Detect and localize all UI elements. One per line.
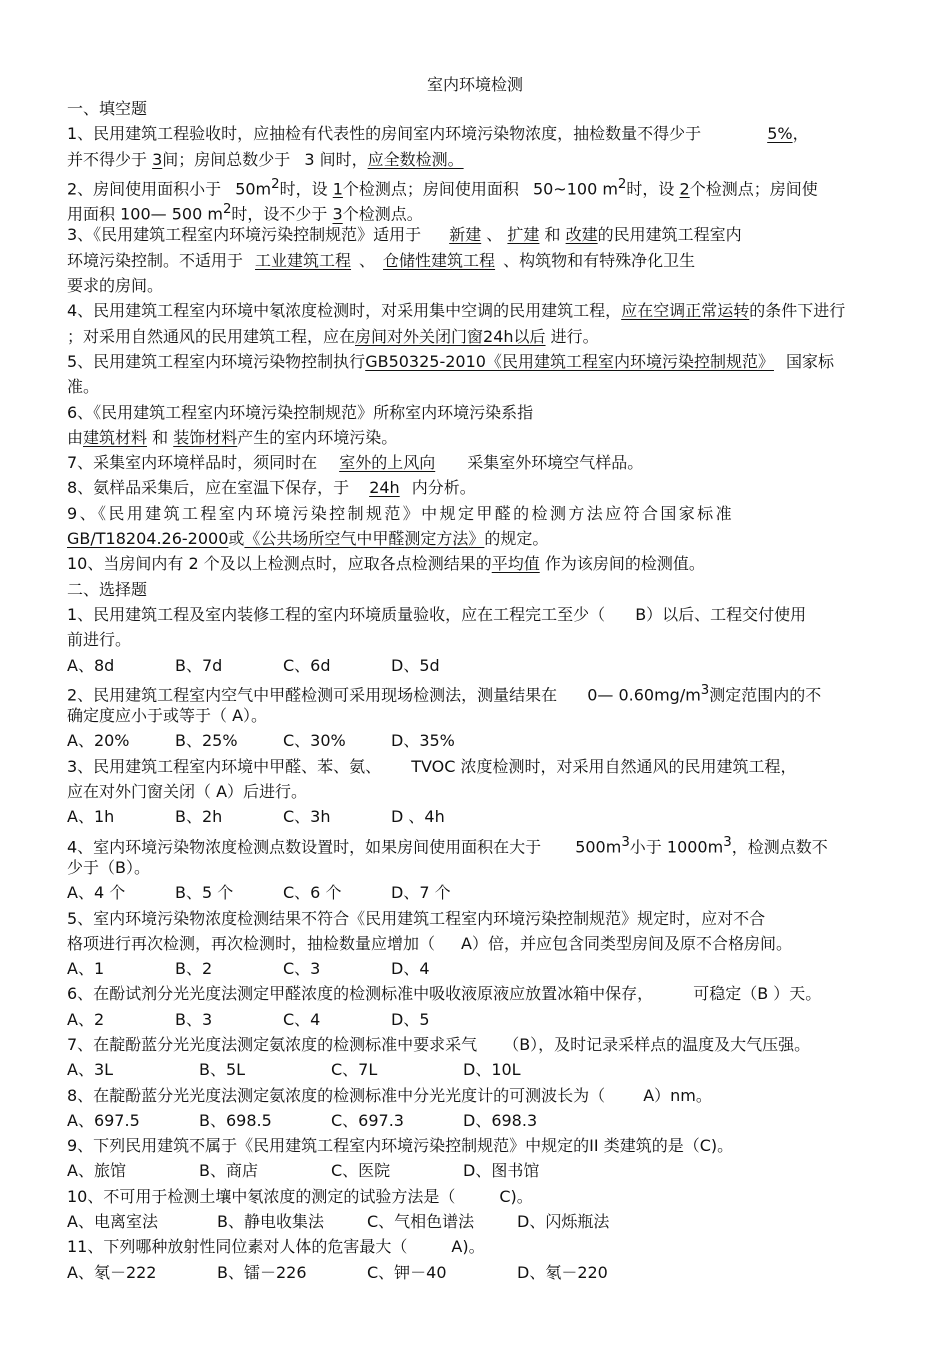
answer-blank: 3 bbox=[152, 149, 163, 169]
choice-q9-line1: 9、下列民用建筑不属于《民用建筑工程室内环境污染控制规范》中规定的II 类建筑的是（C)。 bbox=[67, 1136, 734, 1156]
choice-q10-line1: 10、不可用于检测土壤中氡浓度的测定的试验方法是（ C)。 bbox=[67, 1186, 533, 1206]
answer-blank: GB/T18204.26-2000 bbox=[67, 529, 229, 549]
fill-q5-line1: 5、民用建筑工程室内环境污染物控制执行GB50325-2010《民用建筑工程室内环境污染控制规范》 国家标 bbox=[67, 351, 834, 371]
choice-q4-line2: 少于（B）。 bbox=[67, 857, 150, 877]
answer-blank: 仓储性建筑工程 bbox=[383, 250, 496, 270]
choice-q8-line1: 8、在靛酚蓝分光光度法测定氨浓度的检测标准中分光光度计的可测波长为（ A）nm。 bbox=[67, 1085, 712, 1105]
option: C、4 bbox=[283, 1009, 321, 1029]
choice-q9-options bbox=[67, 1158, 905, 1183]
answer-blank: 1 bbox=[332, 179, 343, 199]
option: B、2h bbox=[175, 807, 223, 827]
option: C、6 个 bbox=[283, 883, 342, 903]
option: A、20% bbox=[67, 731, 130, 751]
answer-blank: 平均值 bbox=[491, 554, 540, 574]
option: D、7 个 bbox=[391, 883, 451, 903]
option: A、1h bbox=[67, 807, 115, 827]
option: C、7L bbox=[331, 1060, 378, 1080]
option: D 、4h bbox=[391, 807, 445, 827]
option: D、4 bbox=[391, 959, 430, 979]
fill-q2-line1: 2、房间使用面积小于 $50m^2$时，设 1个检测点；房间使用面积 50~100 $m^2$时，设 2个检测点；房间使 bbox=[67, 176, 818, 199]
option: A、697.5 bbox=[67, 1110, 140, 1130]
fill-q1-line2: 并不得少于 3间；房间总数少于 3 间时，应全数检测。 bbox=[67, 149, 464, 169]
fill-q6-line1: 6、《民用建筑工程室内环境污染控制规范》所称室内环境污染系指 bbox=[67, 402, 534, 422]
option: C、3h bbox=[283, 807, 331, 827]
option: C、30% bbox=[283, 731, 346, 751]
option: C、医院 bbox=[331, 1161, 391, 1181]
section-heading-choice: 二、选择题 bbox=[67, 579, 148, 599]
answer-blank: 房间对外关闭门窗24h以后 bbox=[355, 326, 546, 346]
option: B、7d bbox=[175, 655, 223, 675]
option: D、10L bbox=[463, 1060, 521, 1080]
option: A、氡－222 bbox=[67, 1262, 157, 1282]
option: B、静电收集法 bbox=[217, 1212, 324, 1232]
fill-q7: 7、采集室内环境样品时，须同时在 室外的上风向 采集室外环境空气样品。 bbox=[67, 453, 644, 473]
choice-q5-line2: 格项进行再次检测，再次检测时，抽检数量应增加（ A）倍，并应包含同类型房间及原不合格房间。 bbox=[67, 933, 792, 953]
answer-blank: 应在空调正常运转 bbox=[621, 301, 750, 321]
option: B、镭－226 bbox=[217, 1262, 307, 1282]
option: D、氡－220 bbox=[517, 1262, 608, 1282]
option: A、3L bbox=[67, 1060, 114, 1080]
answer-blank: GB50325-2010《民用建筑工程室内环境污染控制规范》 bbox=[365, 351, 774, 371]
answer-blank: 扩建 bbox=[507, 225, 540, 245]
answer-blank: 24h bbox=[369, 478, 400, 498]
option: A、4 个 bbox=[67, 883, 126, 903]
fill-q6-line2: 由建筑材料 和 装饰材料产生的室内环境污染。 bbox=[67, 427, 398, 447]
choice-q6-options bbox=[67, 1007, 905, 1032]
answer-blank: 《公共场所空气中甲醛测定方法》 bbox=[244, 529, 485, 549]
answer-blank: 工业建筑工程 bbox=[255, 250, 352, 270]
answer-blank: 3 bbox=[332, 204, 343, 224]
option: B、商店 bbox=[199, 1161, 258, 1181]
fill-q2-line2: 用面积 100— 500 $m^2$时，设不少于 3个检测点。 bbox=[67, 202, 423, 224]
document-body bbox=[67, 96, 905, 1285]
fill-q3-line3: 要求的房间。 bbox=[67, 276, 164, 296]
answer-blank: 5% bbox=[767, 124, 793, 144]
option: C、气相色谱法 bbox=[367, 1212, 475, 1232]
option: D、图书馆 bbox=[463, 1161, 540, 1181]
answer-blank: 2 bbox=[679, 179, 690, 199]
option: D、35% bbox=[391, 731, 455, 751]
choice-q1-options bbox=[67, 653, 905, 678]
choice-q4-options bbox=[67, 880, 905, 905]
option: D、5d bbox=[391, 655, 440, 675]
option: A、旅馆 bbox=[67, 1161, 126, 1181]
choice-q5-line1: 5、室内环境污染物浓度检测结果不符合《民用建筑工程室内环境污染控制规范》规定时，应对不合 bbox=[67, 908, 766, 928]
choice-q6-line1: 6、在酚试剂分光光度法测定甲醛浓度的检测标准中吸收液原液应放置冰箱中保存， 可稳定（B ）天。 bbox=[67, 984, 822, 1004]
option: A、2 bbox=[67, 1009, 105, 1029]
answer-blank: 改建 bbox=[565, 225, 598, 245]
page-title: 室内环境检测 bbox=[426, 75, 523, 94]
choice-q1-line1: 1、民用建筑工程及室内装修工程的室内环境质量验收，应在工程完工至少（ B）以后、工程交付使用 bbox=[67, 604, 807, 624]
fill-q4-line2: ；对采用自然通风的民用建筑工程，应在房间对外关闭门窗24h以后 进行。 bbox=[67, 326, 599, 346]
fill-q4-line1: 4、民用建筑工程室内环境中氡浓度检测时，对采用集中空调的民用建筑工程，应在空调正常运转的条件下进行 bbox=[67, 301, 846, 321]
choice-q7-options bbox=[67, 1057, 905, 1082]
answer-blank: 应全数检测。 bbox=[367, 149, 464, 169]
answer-blank: 新建 bbox=[449, 225, 482, 245]
fill-q3-line2: 环境污染控制。不适用于 工业建筑工程 、 仓储性建筑工程 、构筑物和有特殊净化卫生 bbox=[67, 250, 696, 270]
fill-q9-line1: 9、《民用建筑工程室内环境污染控制规范》中规定甲醛的检测方法应符合国家标准 bbox=[67, 503, 734, 523]
option: C、6d bbox=[283, 655, 331, 675]
option: B、3 bbox=[175, 1009, 213, 1029]
option: D、698.3 bbox=[463, 1110, 538, 1130]
option: D、闪烁瓶法 bbox=[517, 1212, 610, 1232]
option: B、5 个 bbox=[175, 883, 234, 903]
option: B、2 bbox=[175, 959, 213, 979]
option: C、697.3 bbox=[331, 1110, 404, 1130]
option: A、电离室法 bbox=[67, 1212, 158, 1232]
choice-q8-options bbox=[67, 1108, 905, 1133]
option: C、3 bbox=[283, 959, 321, 979]
choice-q4-line1: 4、室内环境污染物浓度检测点数设置时，如果房间使用面积在大于 $500m^3$小于 $1000m^3$，检测点数不 bbox=[67, 834, 828, 856]
choice-q3-line1: 3、民用建筑工程室内环境中甲醛、苯、氨、 TVOC 浓度检测时，对采用自然通风的民用建筑工程， bbox=[67, 756, 797, 776]
answer-blank: 室外的上风向 bbox=[339, 453, 436, 473]
option: B、698.5 bbox=[199, 1110, 272, 1130]
fill-q3-line1: 3、《民用建筑工程室内环境污染控制规范》适用于 新建 、 扩建 和 改建的民用建筑工程室内 bbox=[67, 225, 742, 245]
choice-q2-line1: 2、民用建筑工程室内空气中甲醛检测可采用现场检测法，测量结果在 0— $0.60mg/m^3$测定范围内的不 bbox=[67, 682, 822, 705]
fill-q5-line2: 准。 bbox=[67, 377, 100, 397]
option: A、8d bbox=[67, 655, 115, 675]
option: B、25% bbox=[175, 731, 238, 751]
fill-q9-line2: GB/T18204.26-2000或《公共场所空气中甲醛测定方法》的规定。 bbox=[67, 529, 549, 549]
option: A、1 bbox=[67, 959, 105, 979]
choice-q7-line1: 7、在靛酚蓝分光光度法测定氨浓度的检测标准中要求采气 （B），及时记录采样点的温度及大气压强。 bbox=[67, 1034, 811, 1054]
answer-blank: 装饰材料 bbox=[173, 427, 238, 447]
choice-q3-options bbox=[67, 804, 905, 829]
option: D、5 bbox=[391, 1009, 430, 1029]
choice-q2-options bbox=[67, 728, 905, 753]
fill-q1-line1: 1、民用建筑工程验收时，应抽检有代表性的房间室内环境污染物浓度，抽检数量不得少于 5%， bbox=[67, 124, 809, 144]
choice-q11-options bbox=[67, 1260, 905, 1285]
choice-q2-line2: 确定度应小于或等于（ A）。 bbox=[67, 706, 268, 726]
fill-q10: 10、当房间内有 2 个及以上检测点时，应取各点检测结果的平均值 作为该房间的检测值。 bbox=[67, 554, 705, 574]
choice-q3-line2: 应在对外门窗关闭（ A）后进行。 bbox=[67, 782, 308, 802]
option: B、5L bbox=[199, 1060, 246, 1080]
choice-q1-line2: 前进行。 bbox=[67, 630, 132, 650]
answer-blank: 建筑材料 bbox=[83, 427, 148, 447]
fill-q8: 8、氨样品采集后，应在室温下保存，于 24h 内分析。 bbox=[67, 478, 476, 498]
option: C、钾－40 bbox=[367, 1262, 447, 1282]
choice-q10-options bbox=[67, 1209, 905, 1234]
choice-q11-line1: 11、下列哪种放射性同位素对人体的危害最大（ A)。 bbox=[67, 1237, 485, 1257]
section-heading-fill: 一、填空题 bbox=[67, 99, 148, 118]
choice-q5-options bbox=[67, 956, 905, 981]
